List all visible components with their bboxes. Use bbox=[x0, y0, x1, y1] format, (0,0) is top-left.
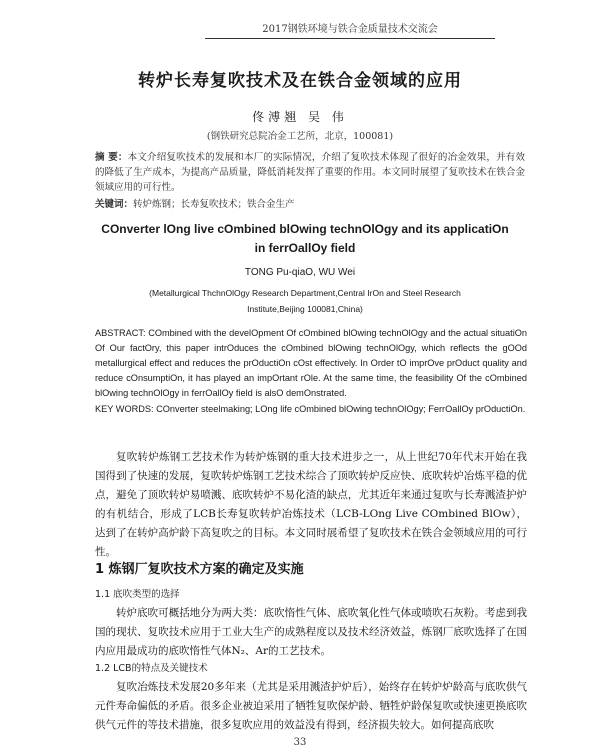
running-header: 2017钢铁环境与铁合金质量技术交流会 bbox=[205, 20, 495, 39]
title-english: COnverter lOng live cOmbined blOwing technOlOgy and its applicatiOn in ferrOallOy field bbox=[101, 222, 509, 255]
abstract-english-text: COmbined with the develOpment Of cOmbined blOwing technOlOgy and the actual situatiOn Of Our factOry, this paper intrOduces the cOmbined blOwing technOlOgy, which reflects the gOOd metallurgical effect and reduces the prOductiOn cOst effectively. In Order tO imprOve prOduct quality and reduce cOnsumptiOn, it has played an impOrtant rOle. At the same time, the feasibility Of the cOmbined blOwing technOlOgy in ferrOallOy field is alsO demOnstrated. bbox=[95, 328, 527, 398]
keywords-english bbox=[95, 402, 527, 417]
abstract-english-label: ABSTRACT: bbox=[95, 328, 146, 338]
authors-english: TONG Pu-qiaO, WU Wei bbox=[244, 267, 356, 278]
abstract-english bbox=[95, 326, 527, 401]
keywords-english-label: KEY WORDS: bbox=[95, 404, 154, 414]
affiliation-chinese: (钢铁研究总院冶金工艺所，北京，100081) bbox=[206, 131, 394, 142]
keywords-english-text: COnverter steelmaking; LOng life cOmbined blOwing technOlOgy; FerrOallOy prOductiOn. bbox=[156, 404, 526, 414]
authors-chinese: 佟溥翘 吴 伟 bbox=[252, 110, 348, 124]
subsection-1-2-heading: 1.2 LCB的特点及关键技术 bbox=[95, 663, 208, 674]
section-1-heading: 1 炼钢厂复吹技术方案的确定及实施 bbox=[95, 562, 304, 577]
keywords-chinese-text: 转炉炼钢；长寿复吹技术；铁合金生产 bbox=[133, 199, 295, 210]
subsection-1-1-heading: 1.1 底吹类型的选择 bbox=[95, 589, 180, 600]
keywords-chinese-label: 关键词： bbox=[95, 199, 134, 210]
intro-paragraph: 复吹转炉炼钢工艺技术作为转炉炼钢的重大技术进步之一，从上世纪70年代末开始在我国得到了快速的发展，复吹转炉炼钢工艺技术综合了顶吹转炉反应快、底吹转炉冶炼平稳的优点，避免了顶吹转炉易喷溅、底吹转炉不易化渣的缺点，尤其近年来通过复吹与长寿溅渣护炉的有机结合，形成了LCB长寿复吹转炉冶炼技术（LCB-LOng Live COmbined BlOw），达到了在转炉高炉龄下高复吹之的目标。本文同时展希望了复吹技术在铁合金领域应用的可行性。 bbox=[95, 451, 527, 558]
subsection-1-1-paragraph: 转炉底吹可概括地分为两大类：底吹惰性气体、底吹氧化性气体或喷吹石灰粉。考虑到我国的现状、复吹技术应用于工业大生产的成熟程度以及技术经济效益，炼钢厂底吹选择了在国内应用最成功的底吹惰性气体N₂、Ar的工艺技术。 bbox=[95, 607, 527, 657]
abstract-chinese-label: 摘 要： bbox=[95, 152, 128, 163]
subsection-1-2-paragraph: 复吹冶炼技术发展20多年来（尤其是采用溅渣护炉后），始终存在转炉炉龄高与底吹供气元件寿命偏低的矛盾。很多企业被迫采用了牺牲复吹保炉龄、牺牲炉龄保复吹或快速更换底吹供气元件的等技术措施，很多复吹应用的效益没有得到，经济损失较大。如何提高底吹 bbox=[95, 681, 527, 731]
affiliation-english: (Metallurgical ThchnOlOgy Research Department,Central IrOn and Steel Research Institute,Beijing 100081,China) bbox=[149, 288, 461, 314]
keywords-chinese bbox=[95, 196, 525, 210]
title-chinese: 转炉长寿复吹技术及在铁合金领域的应用 bbox=[138, 71, 462, 91]
abstract-chinese bbox=[95, 150, 525, 195]
abstract-chinese-text: 本文介绍复吹技术的发展和本厂的实际情况，介绍了复吹技术体现了很好的冶金效果，并有效的降低了生产成本，为提高产品质量，降低消耗发挥了重要的作用。本文同时展望了复吹技术在铁合金领域应用的可行性。 bbox=[95, 152, 525, 193]
page-number: 33 bbox=[293, 737, 307, 748]
